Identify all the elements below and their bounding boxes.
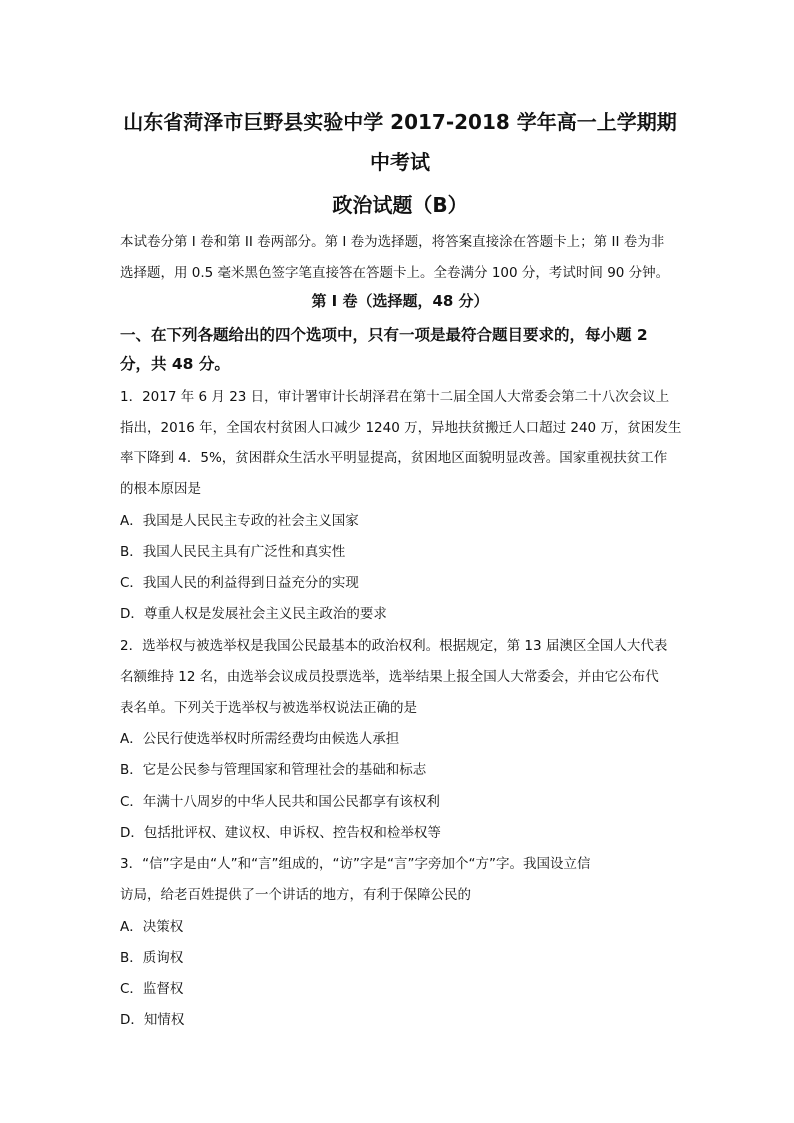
question-2-line-2: 名额维持 12 名，由选举会议成员投票选举，选举结果上报全国人大常委会，并由它公布代 (120, 669, 659, 685)
title-line-1: 山东省菏泽市巨野县实验中学 2017-2018 学年高一上学期期 (123, 110, 677, 134)
question-1-option-b: B．我国人民民主具有广泛性和真实性 (120, 544, 346, 560)
intro-line-1: 本试卷分第 I 卷和第 II 卷两部分。第 I 卷为选择题，将答案直接涂在答题卡上；第 II 卷为非 (120, 234, 665, 250)
question-3-option-c: C．监督权 (120, 981, 184, 997)
question-3-option-a: A．决策权 (120, 919, 184, 935)
question-3-line-2: 访局，给老百姓提供了一个讲话的地方，有利于保障公民的 (120, 887, 471, 903)
question-1-option-d: D．尊重人权是发展社会主义民主政治的要求 (120, 606, 387, 622)
subtitle: 政治试题（B） (332, 193, 468, 217)
question-2-option-b: B．它是公民参与管理国家和管理社会的基础和标志 (120, 762, 427, 778)
question-2-line-1: 2．选举权与被选举权是我国公民最基本的政治权利。根据规定，第 13 届澳区全国人大代表 (120, 638, 668, 654)
question-2-option-c: C．年满十八周岁的中华人民共和国公民都享有该权利 (120, 794, 440, 810)
question-2-line-3: 表名单。下列关于选举权与被选举权说法正确的是 (120, 700, 417, 716)
question-3-option-b: B．质询权 (120, 950, 184, 966)
question-1-line-4: 的根本原因是 (120, 481, 201, 497)
section-title: 第 I 卷（选择题，48 分） (311, 292, 489, 310)
question-3-option-d: D．知情权 (120, 1012, 185, 1028)
question-1-line-2: 指出，2016 年，全国农村贫困人口减少 1240 万，异地扶贫搬迁人口超过 240 万，贫困发生 (120, 420, 682, 436)
question-2-option-d: D．包括批评权、建议权、申诉权、控告权和检举权等 (120, 825, 441, 841)
intro-line-2: 选择题，用 0.5 毫米黑色签字笔直接答在答题卡上。全卷满分 100 分，考试时间 90 分钟。 (120, 265, 670, 281)
question-1-option-c: C．我国人民的利益得到日益充分的实现 (120, 575, 359, 591)
section-instruction-1: 一、在下列各题给出的四个选项中，只有一项是最符合题目要求的，每小题 2 (120, 326, 648, 344)
question-1-option-a: A．我国是人民民主专政的社会主义国家 (120, 513, 359, 529)
question-1-line-1: 1．2017 年 6 月 23 日，审计署审计长胡泽君在第十二届全国人大常委会第二十八次会议上 (120, 389, 670, 405)
section-instruction-2: 分，共 48 分。 (120, 355, 230, 373)
title-line-2: 中考试 (370, 150, 430, 174)
question-3-line-1: 3．“信”字是由“人”和“言”组成的，“访”字是“言”字旁加个“方”字。我国设立信 (120, 856, 591, 872)
question-2-option-a: A．公民行使选举权时所需经费均由候选人承担 (120, 731, 400, 747)
question-1-line-3: 率下降到 4．5%，贫困群众生活水平明显提高，贫困地区面貌明显改善。国家重视扶贫工作 (120, 450, 668, 466)
